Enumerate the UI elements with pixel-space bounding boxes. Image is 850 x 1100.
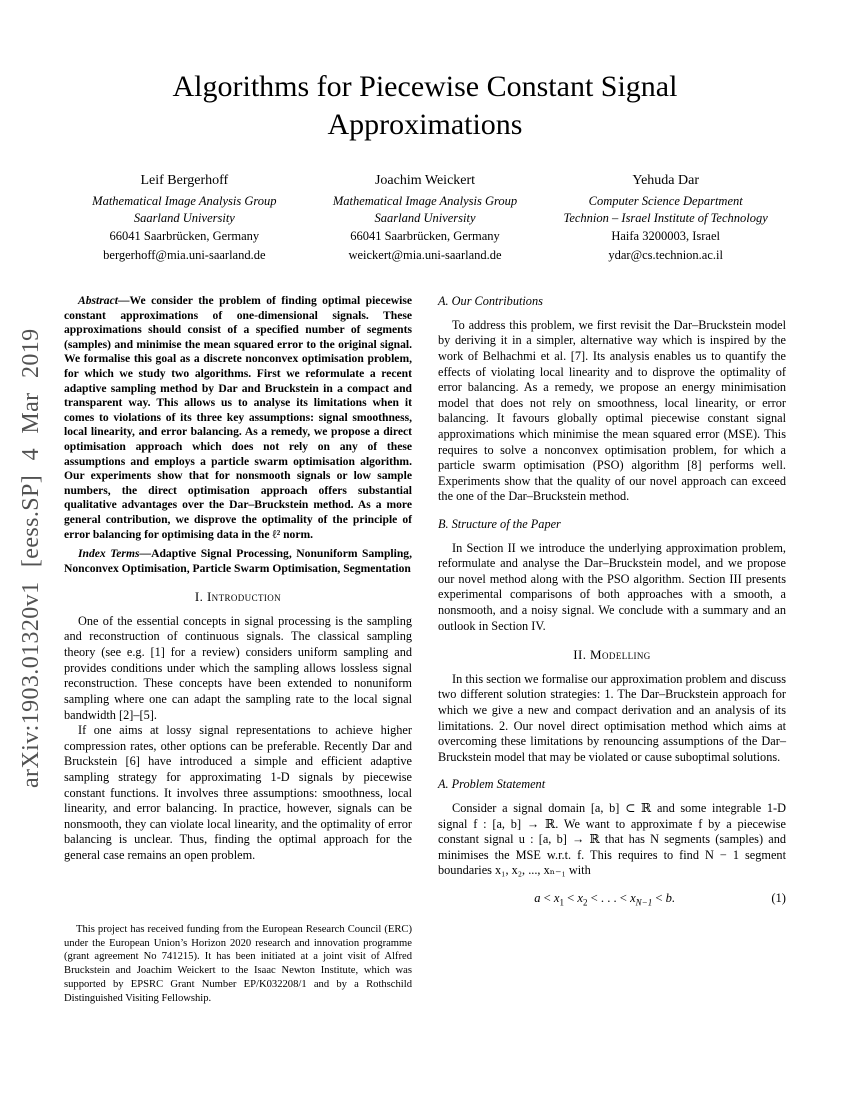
author-email: bergerhoff@mia.uni-saarland.de bbox=[103, 247, 266, 262]
author-1 bbox=[64, 171, 305, 264]
structure-paragraph: In Section II we introduce the underlying approximation problem, reformulate and analyse the Dar–Bruckstein model, and we propose our novel method along with the PSO algorithm. Section III presents experimental comparisons of both approaches with a smooth, a nonsmooth, and a noisy signal. We conclude with a summary and an outlook in Section IV. bbox=[438, 540, 786, 633]
index-terms-text: Adaptive Signal Processing, Nonuniform Sampling, Nonconvex Optimisation, Particle Swarm Optimisation, Segmentation bbox=[64, 547, 412, 575]
author-name: Yehuda Dar bbox=[632, 172, 699, 188]
author-affiliation-line: Mathematical Image Analysis Group bbox=[92, 194, 277, 209]
author-affiliation-line: Haifa 3200003, Israel bbox=[611, 228, 720, 243]
eq-term: x bbox=[630, 891, 636, 906]
eq-term: b. bbox=[665, 891, 676, 906]
intro-paragraph-1: One of the essential concepts in signal processing is the sampling and reconstruction of continuous signals. The classical sampling theory (see e.g. [1] for a review) considers uniform sampling and provides conditions under which the sampling allows lossless signal reconstruction. These concepts have been extended to nonuniform sampling where one can adapt the sampling rate to the local signal bandwidth [2]–[5]. bbox=[64, 613, 412, 722]
section-heading-modelling: II. Modelling bbox=[573, 647, 651, 663]
eq-term: a bbox=[534, 891, 541, 906]
author-affiliation-line: Technion – Israel Institute of Technology bbox=[563, 211, 768, 226]
author-email: weickert@mia.uni-saarland.de bbox=[348, 247, 502, 262]
eq-subscript: 2 bbox=[583, 897, 588, 908]
equation-body bbox=[438, 891, 771, 907]
abstract-label: Abstract— bbox=[78, 294, 130, 308]
equation-number: (1) bbox=[771, 891, 786, 906]
author-affiliation-line: Saarland University bbox=[374, 211, 476, 226]
author-3 bbox=[545, 171, 786, 264]
eq-term: < bbox=[652, 891, 666, 906]
author-name: Leif Bergerhoff bbox=[140, 172, 229, 188]
contributions-paragraph: To address this problem, we first revisit the Dar–Bruckstein model by deriving it in a simpler, alternative way which is inspired by the work of Belhachmi et al. [7]. Its analysis enables us to quantify the effects of violating local linearity and to disprove the optimality of error balancing. As a remedy, we propose an energy minimisation model that does not rely on smoothness, local linearity, or error balancing. It favours globally optimal piecewise constant signal approximations which minimise the mean squared error (MSE). This requires to solve a nonconvex optimisation problem, for which a particle swarm optimisation (PSO) algorithm [8] performs well. Experiments show that the quality of our novel approach can exceed the one of the Dar–Bruckstein method. bbox=[438, 317, 786, 504]
subsection-heading-structure: B. Structure of the Paper bbox=[438, 517, 561, 532]
author-email: ydar@cs.technion.ac.il bbox=[608, 247, 723, 262]
modelling-paragraph: In this section we formalise our approximation problem and discuss two different solution strategies: 1. The Dar–Bruckstein approach for which we give a new and compact derivation and an analysis of its limitations. 2. Our novel direct optimisation method which aims at overcoming these limitations by renouncing assumptions of the Dar–Bruckstein model that may be violated or cause suboptimal solutions. bbox=[438, 671, 786, 764]
eq-term: x bbox=[553, 891, 560, 906]
eq-term: < bbox=[564, 891, 578, 906]
equation-1 bbox=[438, 891, 786, 907]
eq-subscript: 1 bbox=[559, 897, 565, 908]
eq-term: x bbox=[577, 891, 584, 906]
paper-content bbox=[64, 0, 786, 1016]
eq-term: < bbox=[540, 891, 554, 906]
title-line-1: Algorithms for Piecewise Constant Signal bbox=[172, 70, 678, 103]
arxiv-watermark: arXiv:1903.01320v1 [eess.SP] 4 Mar 2019 bbox=[18, 328, 44, 788]
author-affiliation-line: Saarland University bbox=[133, 211, 235, 226]
eq-subscript: N−1 bbox=[635, 897, 653, 908]
author-affiliation-line: 66041 Saarbrücken, Germany bbox=[109, 228, 260, 243]
title-line-2: Approximations bbox=[327, 108, 523, 142]
author-2 bbox=[305, 171, 546, 264]
subsection-heading-contributions: A. Our Contributions bbox=[438, 294, 543, 309]
section-heading-introduction: I. Introduction bbox=[194, 589, 282, 605]
eq-term: < . . . < bbox=[587, 891, 631, 906]
author-affiliation-line: Computer Science Department bbox=[588, 194, 743, 209]
two-column-body bbox=[64, 294, 786, 1016]
index-terms bbox=[64, 547, 412, 576]
right-column bbox=[438, 294, 786, 1016]
author-block bbox=[64, 171, 786, 264]
index-terms-label: Index Terms— bbox=[78, 547, 152, 561]
left-column bbox=[64, 294, 412, 1016]
author-name: Joachim Weickert bbox=[374, 172, 476, 188]
abstract bbox=[64, 294, 412, 542]
intro-paragraph-2: If one aims at lossy signal representations to achieve higher compression rates, other options can be preferable. Recently Dar and Bruckstein [6] have introduced a simple and efficient adaptive sampling strategy for approximating 1-D signals by piecewise constant functions. It involves three assumptions: smoothness, local linearity, and error balancing. In practice, however, signals can be nonsmooth, they can violate local linearity, and the optimality of error balancing is unclear. Thus, finding the optimal approach for the general case remains an open problem. bbox=[64, 723, 412, 863]
abstract-text: We consider the problem of finding optimal piecewise constant approximations of one-dimensional signals. These approximations should consist of a specified number of segments (samples) and minimise the mean squared error to the original signal. We formalise this goal as a discrete nonconvex optimisation problem, for which we study two algorithms. First we reformulate a recent adaptive sampling method by Dar and Bruckstein in a compact and transparent way. This allows us to analyse its limitations when it comes to violations of its three key assumptions: signal smoothness, local linearity, and error balancing. As a remedy, we propose a direct optimisation approach which does not rely on any of these assumptions and employs a particle swarm optimisation algorithm. Our experiments show that for nonsmooth signals or low sample numbers, the direct optimisation approach offers substantial qualitative advantages over the Dar–Bruckstein method. As a more general contribution, we disprove the optimality of the principle of error balancing for optimising data in the ℓ² norm. bbox=[64, 294, 412, 541]
author-affiliation-line: 66041 Saarbrücken, Germany bbox=[350, 228, 500, 243]
funding-footnote: This project has received funding from the European Research Council (ERC) under the European Union’s Horizon 2020 research and innovation programme (grant agreement No 741215). It has been initiated at a joint visit of Alfred Bruckstein and Joachim Weickert to the Isaac Newton Institute, which was supported by EPSRC Grant Number EP/K032208/1 and by a Rothschild Distinguished Visiting Fellowship. bbox=[64, 923, 412, 1004]
subsection-heading-problem-statement: A. Problem Statement bbox=[438, 777, 546, 792]
problem-statement-paragraph: Consider a signal domain [a, b] ⊂ ℝ and some integrable 1-D signal f : [a, b] → ℝ. We want to approximate f by a piecewise constant signal u : [a, b] → ℝ that has N segments (samples) and minimises the MSE w.r.t. f. This requires to find N − 1 segment boundaries x₁, x₂, ..., xₙ₋₁ with bbox=[438, 801, 786, 878]
paper-title bbox=[64, 68, 786, 145]
author-affiliation-line: Mathematical Image Analysis Group bbox=[332, 194, 518, 209]
